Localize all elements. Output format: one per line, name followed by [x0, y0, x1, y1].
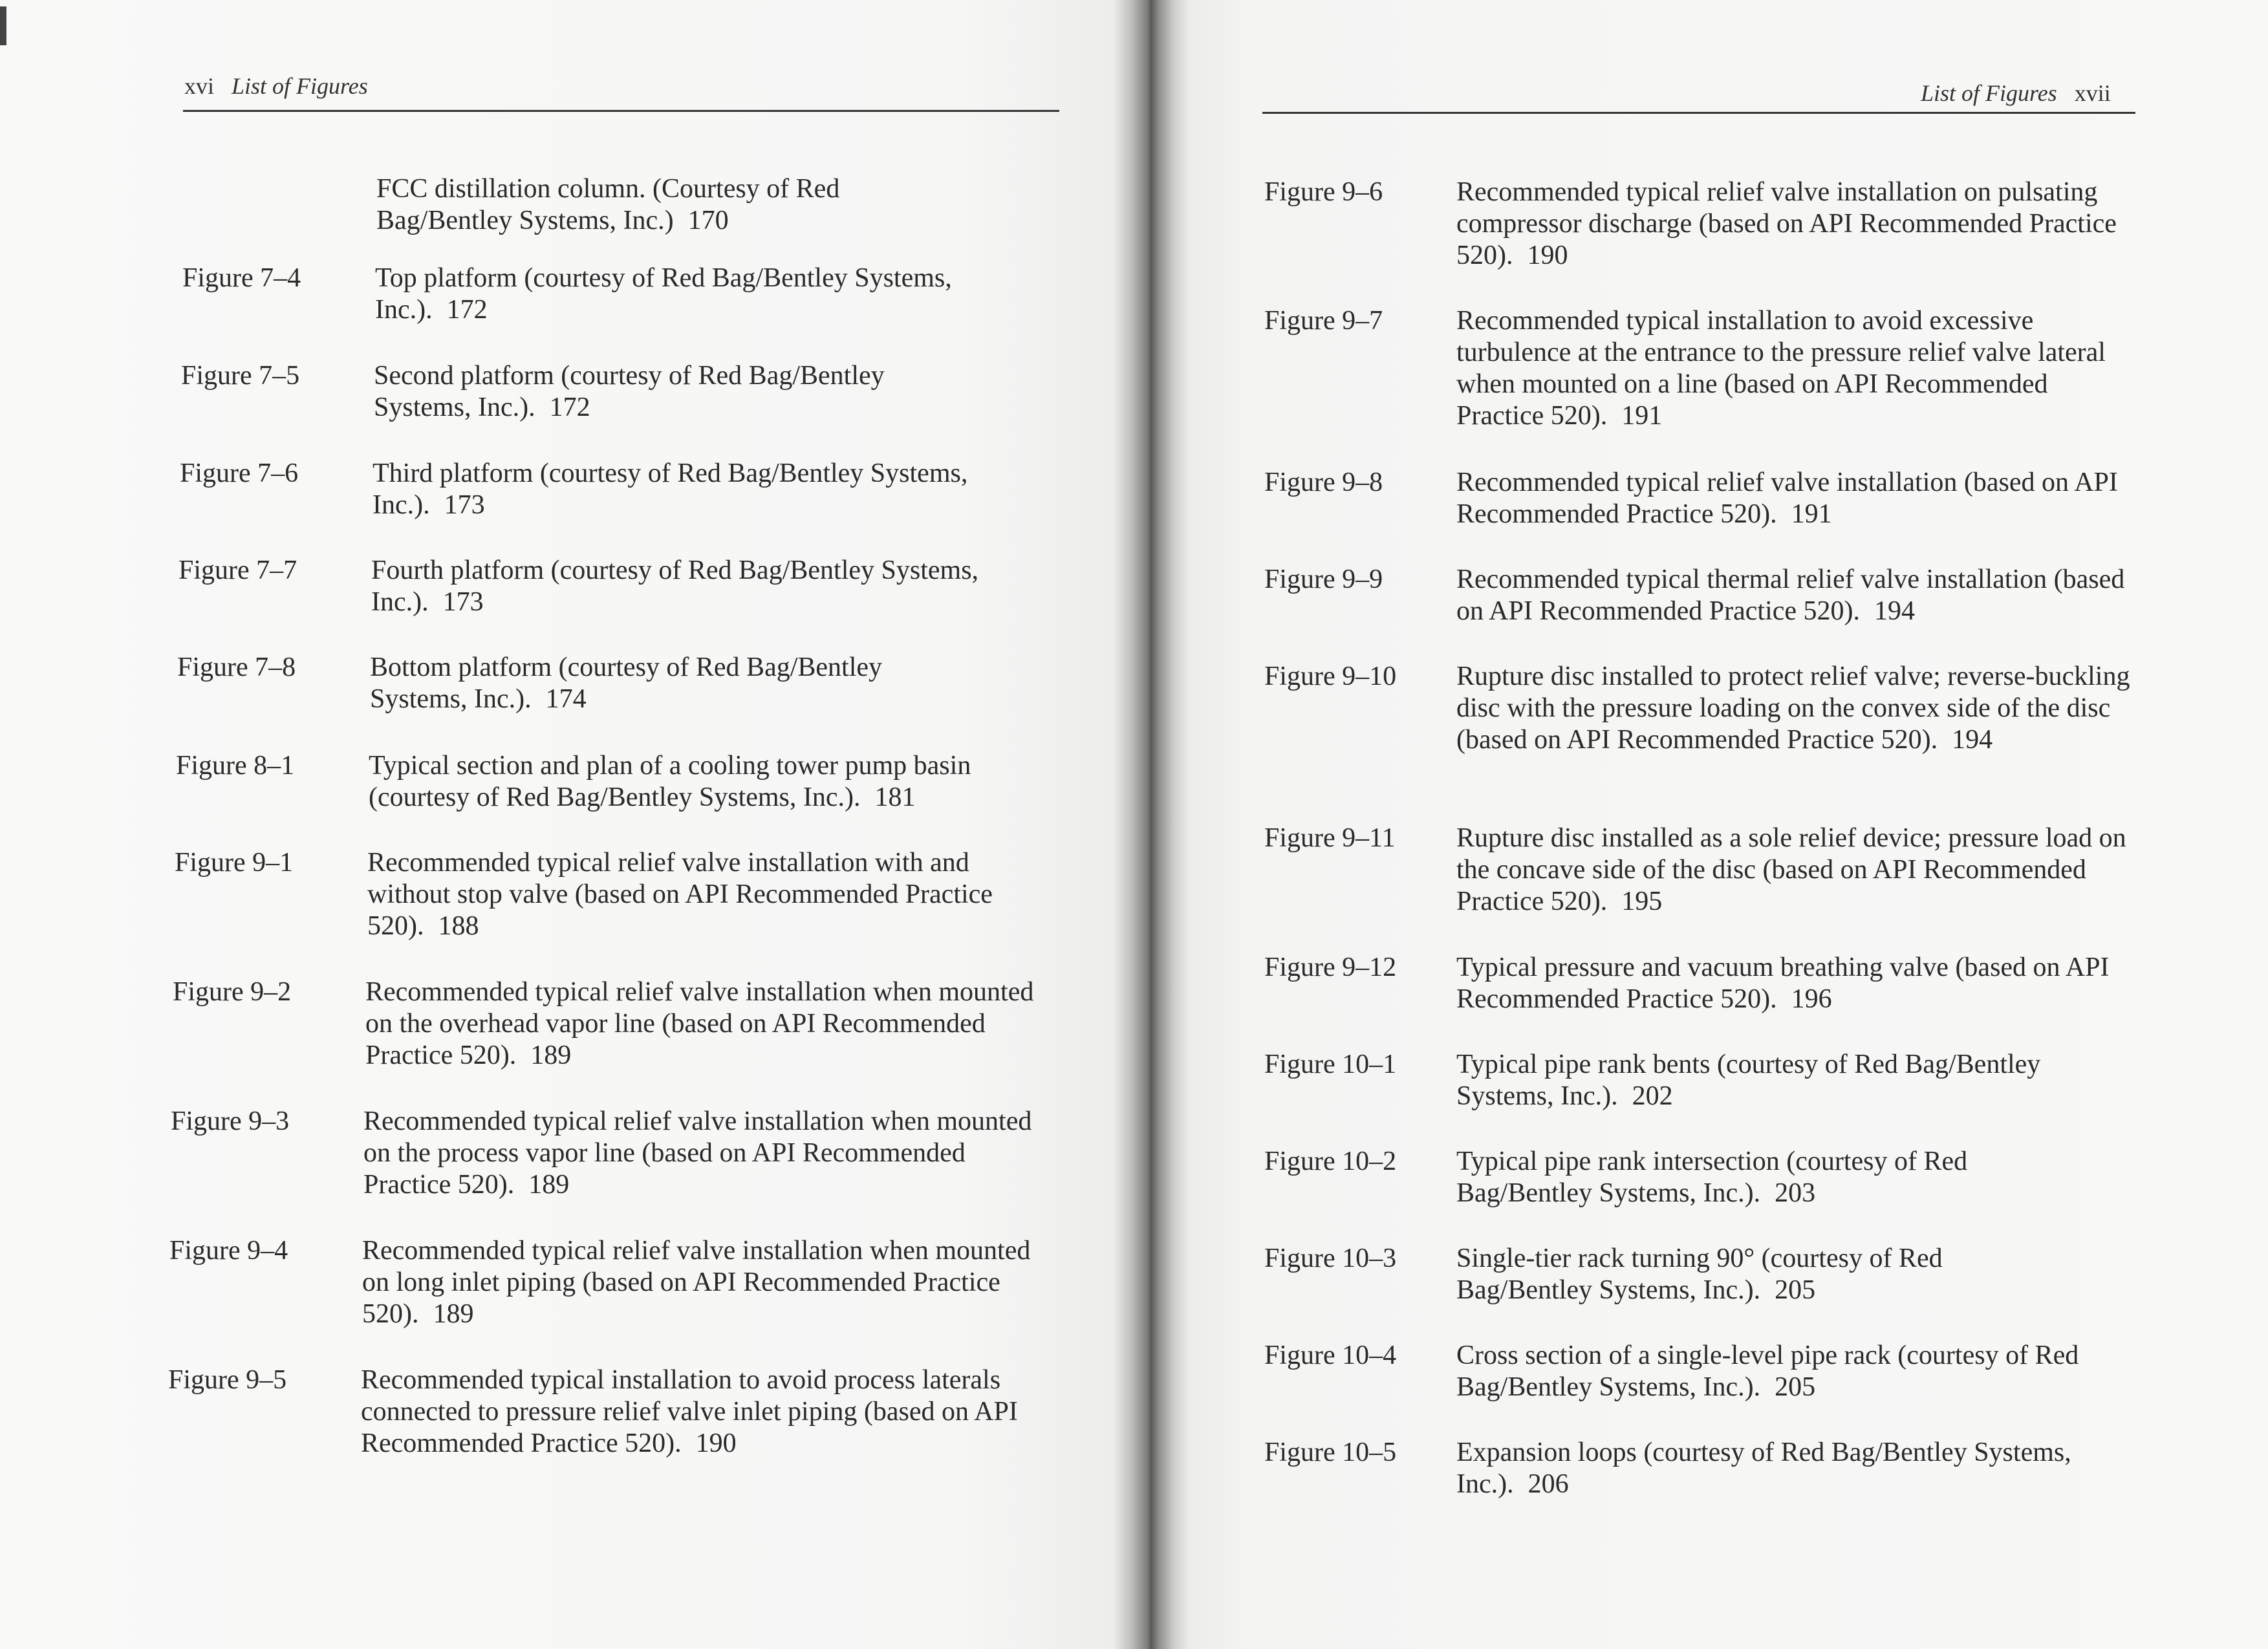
figure-page: 190 [695, 1428, 737, 1458]
figure-caption: Typical pressure and vacuum breathing valve (based on API Recommended Practice 520). 196 [1456, 953, 2110, 1014]
figure-label: Figure 10–2 [1264, 1147, 1397, 1176]
figure-page: 195 [1621, 887, 1663, 916]
figure-label: Figure 9–11 [1264, 823, 1396, 853]
figure-page: 172 [549, 393, 590, 422]
figure-label: Figure 10–1 [1264, 1050, 1397, 1079]
figure-label: Figure 7–4 [182, 263, 301, 293]
figure-caption: Typical section and plan of a cooling tower pump basin (courtesy of Red Bag/Bentley Systems, Inc.). 181 [369, 751, 971, 812]
left-header-title: List of Figures [232, 73, 368, 99]
continued-page: 170 [687, 206, 729, 235]
left-page-number: xvi [184, 73, 215, 99]
figure-page: 205 [1775, 1275, 1816, 1305]
figure-label: Figure 9–10 [1264, 662, 1397, 691]
figure-label: Figure 7–8 [177, 652, 296, 682]
figure-label: Figure 7–5 [181, 361, 300, 391]
figure-caption: Recommended typical relief valve installation with and without stop valve (based on API Recommended Practice 520). 188 [367, 848, 993, 941]
figure-caption: Recommended typical relief valve installation on pulsating compressor discharge (based on API Recommended Practice 520). 190 [1456, 177, 2117, 270]
figure-label: Figure 10–3 [1264, 1244, 1397, 1273]
figure-page: 188 [438, 911, 479, 941]
figure-label: Figure 9–5 [168, 1365, 287, 1395]
figure-page: 206 [1528, 1469, 1569, 1499]
figure-label: Figure 9–8 [1264, 468, 1383, 497]
figure-label: Figure 7–7 [178, 555, 297, 585]
figure-caption: Recommended typical installation to avoid process laterals connected to pressure relief valve inlet piping (based on API Recommended Practice 520). 190 [361, 1365, 1018, 1458]
figure-label: Figure 7–6 [180, 458, 299, 488]
figure-caption: Top platform (courtesy of Red Bag/Bentley Systems, Inc.). 172 [375, 263, 952, 325]
figure-caption: Third platform (courtesy of Red Bag/Bentley Systems, Inc.). 173 [373, 458, 968, 520]
scan-edge-mark [0, 6, 6, 45]
figure-caption: Recommended typical relief valve installation when mounted on the process vapor line (based on API Recommended Practice 520). 189 [363, 1106, 1032, 1200]
right-page-number: xvii [2074, 80, 2111, 106]
figure-label: Figure 9–2 [173, 977, 292, 1007]
continued-caption: FCC distillation column. (Courtesy of Red Bag/Bentley Systems, Inc.) [376, 174, 840, 235]
left-header-rule [183, 110, 1059, 112]
figure-page: 190 [1527, 241, 1568, 270]
figure-page: 174 [545, 684, 587, 714]
figure-caption: Recommended typical relief valve installation (based on API Recommended Practice 520). 191 [1456, 468, 2118, 529]
figure-caption: Cross section of a single-level pipe rack (courtesy of Red Bag/Bentley Systems, Inc.). 205 [1456, 1341, 2079, 1402]
figure-page: 189 [530, 1040, 572, 1070]
figure-page: 194 [1952, 725, 1993, 755]
figure-caption: Typical pipe rank bents (courtesy of Red Bag/Bentley Systems, Inc.). 202 [1456, 1050, 2041, 1111]
continued-entry [376, 173, 958, 237]
right-running-head [1921, 80, 2111, 107]
figure-page: 181 [874, 782, 916, 812]
figure-caption: Single-tier rack turning 90° (courtesy of Red Bag/Bentley Systems, Inc.). 205 [1456, 1244, 1943, 1305]
figure-label: Figure 9–3 [171, 1106, 290, 1136]
left-running-head [184, 72, 368, 100]
figure-caption: Rupture disc installed to protect relief valve; reverse-buckling disc with the pressure loading on the convex side of the disc (based on API Recommended Practice 520). 194 [1456, 662, 2130, 755]
figure-page: 203 [1775, 1178, 1816, 1208]
figure-caption: Second platform (courtesy of Red Bag/Bentley Systems, Inc.). 172 [374, 361, 885, 422]
figure-page: 189 [433, 1299, 474, 1329]
figure-caption: Bottom platform (courtesy of Red Bag/Bentley Systems, Inc.). 174 [370, 652, 883, 714]
figure-label: Figure 8–1 [176, 751, 295, 781]
figure-label: Figure 9–7 [1264, 306, 1383, 336]
figure-caption: Recommended typical installation to avoid excessive turbulence at the entrance to the pressure relief valve lateral when mounted on a line (based on API Recommended Practice 520). 191 [1456, 306, 2106, 431]
figure-page: 191 [1621, 401, 1663, 431]
figure-label: Figure 9–9 [1264, 565, 1383, 594]
figure-caption: Rupture disc installed as a sole relief device; pressure load on the concave side of the disc (based on API Recommended Practice 520). 195 [1456, 823, 2126, 916]
figure-label: Figure 9–12 [1264, 953, 1397, 982]
figure-label: Figure 9–1 [175, 848, 294, 878]
figure-label: Figure 9–6 [1264, 177, 1383, 207]
figure-page: 173 [444, 490, 485, 520]
figure-caption: Recommended typical relief valve installation when mounted on the overhead vapor line (based on API Recommended Practice 520). 189 [365, 977, 1034, 1070]
figure-page: 191 [1791, 499, 1832, 529]
figure-caption: Recommended typical thermal relief valve installation (based on API Recommended Practice 520). 194 [1456, 565, 2125, 626]
figure-page: 173 [442, 587, 484, 617]
right-header-title: List of Figures [1921, 80, 2057, 106]
figure-page: 194 [1874, 596, 1916, 626]
figure-page: 172 [446, 295, 488, 325]
figure-page: 205 [1775, 1372, 1816, 1402]
figure-caption: Fourth platform (courtesy of Red Bag/Bentley Systems, Inc.). 173 [371, 555, 979, 617]
figure-page: 202 [1632, 1081, 1673, 1111]
figure-label: Figure 10–5 [1264, 1438, 1397, 1467]
figure-page: 189 [528, 1170, 570, 1200]
figure-caption: Recommended typical relief valve installation when mounted on long inlet piping (based on API Recommended Practice 520). 189 [362, 1236, 1031, 1329]
figure-caption: Typical pipe rank intersection (courtesy of Red Bag/Bentley Systems, Inc.). 203 [1456, 1147, 1968, 1208]
book-gutter [1112, 0, 1190, 1649]
figure-label: Figure 10–4 [1264, 1341, 1397, 1370]
right-header-rule [1262, 112, 2135, 114]
figure-label: Figure 9–4 [169, 1236, 288, 1266]
figure-caption: Expansion loops (courtesy of Red Bag/Bentley Systems, Inc.). 206 [1456, 1438, 2071, 1499]
figure-page: 196 [1791, 984, 1832, 1014]
